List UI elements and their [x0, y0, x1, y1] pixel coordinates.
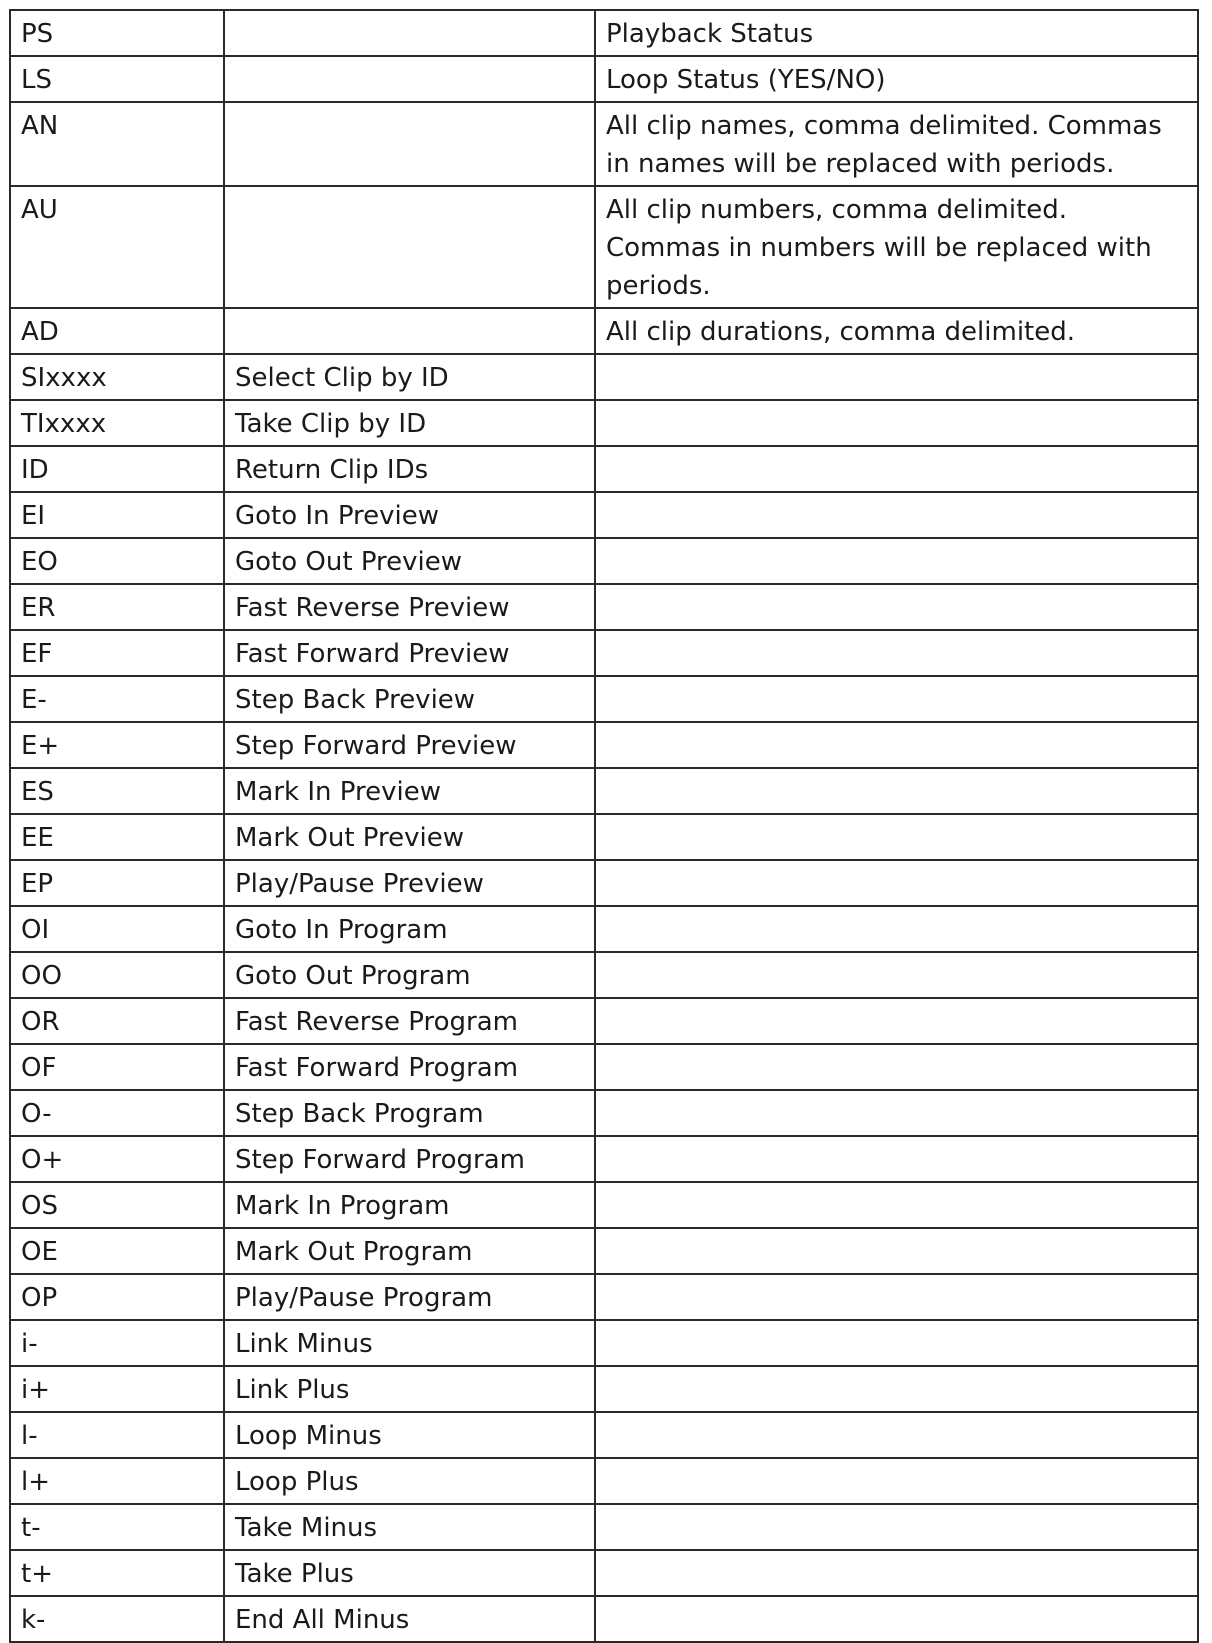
table-row: [10, 400, 1198, 446]
command-code-cell: i-: [10, 1320, 224, 1366]
command-description-cell: [595, 1366, 1198, 1412]
command-table-body: [10, 10, 1198, 1642]
command-description-cell: [595, 1136, 1198, 1182]
table-row: [10, 1412, 1198, 1458]
command-description-cell: [595, 1458, 1198, 1504]
command-name-cell: Play/Pause Preview: [224, 860, 595, 906]
command-name-cell: Fast Forward Program: [224, 1044, 595, 1090]
command-name-cell: Link Plus: [224, 1366, 595, 1412]
table-row: [10, 952, 1198, 998]
table-row: [10, 1274, 1198, 1320]
command-name-cell: Mark Out Preview: [224, 814, 595, 860]
command-description-cell: [595, 1504, 1198, 1550]
table-row: [10, 768, 1198, 814]
table-row: [10, 1090, 1198, 1136]
table-row: [10, 1044, 1198, 1090]
command-code-cell: SIxxxx: [10, 354, 224, 400]
command-name-cell: Mark In Program: [224, 1182, 595, 1228]
command-code-cell: ER: [10, 584, 224, 630]
command-name-cell: Fast Forward Preview: [224, 630, 595, 676]
table-row: [10, 676, 1198, 722]
command-name-cell: Goto In Preview: [224, 492, 595, 538]
table-row: [10, 860, 1198, 906]
command-description-cell: [595, 538, 1198, 584]
command-name-cell: Take Plus: [224, 1550, 595, 1596]
command-code-cell: l-: [10, 1412, 224, 1458]
command-description-cell: [595, 492, 1198, 538]
command-code-cell: E+: [10, 722, 224, 768]
command-name-cell: Take Clip by ID: [224, 400, 595, 446]
command-description-cell: [595, 814, 1198, 860]
command-description-cell: [595, 676, 1198, 722]
command-name-cell: Loop Minus: [224, 1412, 595, 1458]
table-row: [10, 308, 1198, 354]
command-description-cell: All clip names, comma delimited. Commas in names will be replaced with periods.: [595, 102, 1198, 186]
table-row: [10, 1458, 1198, 1504]
command-name-cell: Fast Reverse Program: [224, 998, 595, 1044]
command-description-cell: [595, 998, 1198, 1044]
command-name-cell: Goto Out Preview: [224, 538, 595, 584]
command-code-cell: i+: [10, 1366, 224, 1412]
command-description-cell: [595, 1044, 1198, 1090]
table-row: [10, 1320, 1198, 1366]
table-row: [10, 814, 1198, 860]
command-name-cell: Step Back Program: [224, 1090, 595, 1136]
table-row: [10, 538, 1198, 584]
command-description-cell: [595, 400, 1198, 446]
command-code-cell: PS: [10, 10, 224, 56]
command-name-cell: [224, 186, 595, 308]
table-row: [10, 186, 1198, 308]
command-code-cell: OI: [10, 906, 224, 952]
command-code-cell: ID: [10, 446, 224, 492]
command-name-cell: [224, 56, 595, 102]
command-name-cell: Take Minus: [224, 1504, 595, 1550]
command-name-cell: Fast Reverse Preview: [224, 584, 595, 630]
table-row: [10, 446, 1198, 492]
command-description-cell: [595, 1228, 1198, 1274]
command-name-cell: Play/Pause Program: [224, 1274, 595, 1320]
table-row: [10, 1550, 1198, 1596]
command-name-cell: End All Minus: [224, 1596, 595, 1642]
command-name-cell: Step Back Preview: [224, 676, 595, 722]
command-description-cell: [595, 722, 1198, 768]
command-code-cell: t-: [10, 1504, 224, 1550]
command-description-cell: All clip numbers, comma delimited. Commas in numbers will be replaced with periods.: [595, 186, 1198, 308]
table-row: [10, 102, 1198, 186]
command-description-cell: Playback Status: [595, 10, 1198, 56]
command-description-cell: [595, 1550, 1198, 1596]
command-code-cell: t+: [10, 1550, 224, 1596]
command-code-cell: l+: [10, 1458, 224, 1504]
table-row: [10, 630, 1198, 676]
command-code-cell: EF: [10, 630, 224, 676]
command-description-cell: [595, 768, 1198, 814]
table-row: [10, 1504, 1198, 1550]
table-row: [10, 722, 1198, 768]
command-code-cell: k-: [10, 1596, 224, 1642]
command-description-cell: [595, 1274, 1198, 1320]
command-description-cell: [595, 1090, 1198, 1136]
command-code-cell: EI: [10, 492, 224, 538]
command-code-cell: O+: [10, 1136, 224, 1182]
command-name-cell: Loop Plus: [224, 1458, 595, 1504]
command-table: [9, 9, 1199, 1643]
command-description-cell: Loop Status (YES/NO): [595, 56, 1198, 102]
command-description-cell: All clip durations, comma delimited.: [595, 308, 1198, 354]
table-row: [10, 1366, 1198, 1412]
command-code-cell: ES: [10, 768, 224, 814]
table-row: [10, 354, 1198, 400]
command-name-cell: Link Minus: [224, 1320, 595, 1366]
command-code-cell: EO: [10, 538, 224, 584]
table-row: [10, 10, 1198, 56]
command-description-cell: [595, 906, 1198, 952]
command-code-cell: OR: [10, 998, 224, 1044]
command-name-cell: Goto In Program: [224, 906, 595, 952]
command-code-cell: OS: [10, 1182, 224, 1228]
command-description-cell: [595, 584, 1198, 630]
command-description-cell: [595, 1320, 1198, 1366]
command-description-cell: [595, 446, 1198, 492]
table-row: [10, 998, 1198, 1044]
table-row: [10, 492, 1198, 538]
table-row: [10, 584, 1198, 630]
command-code-cell: OO: [10, 952, 224, 998]
command-code-cell: OF: [10, 1044, 224, 1090]
command-description-cell: [595, 1182, 1198, 1228]
command-description-cell: [595, 952, 1198, 998]
table-row: [10, 906, 1198, 952]
command-code-cell: OP: [10, 1274, 224, 1320]
command-description-cell: [595, 1596, 1198, 1642]
table-row: [10, 1228, 1198, 1274]
table-row: [10, 56, 1198, 102]
command-code-cell: E-: [10, 676, 224, 722]
command-description-cell: [595, 1412, 1198, 1458]
command-code-cell: LS: [10, 56, 224, 102]
command-code-cell: AN: [10, 102, 224, 186]
command-name-cell: Select Clip by ID: [224, 354, 595, 400]
command-name-cell: [224, 10, 595, 56]
command-name-cell: Return Clip IDs: [224, 446, 595, 492]
command-code-cell: O-: [10, 1090, 224, 1136]
command-name-cell: [224, 308, 595, 354]
command-code-cell: TIxxxx: [10, 400, 224, 446]
command-code-cell: AD: [10, 308, 224, 354]
command-name-cell: Step Forward Preview: [224, 722, 595, 768]
command-code-cell: OE: [10, 1228, 224, 1274]
command-description-cell: [595, 860, 1198, 906]
table-row: [10, 1136, 1198, 1182]
command-name-cell: Goto Out Program: [224, 952, 595, 998]
table-row: [10, 1596, 1198, 1642]
table-row: [10, 1182, 1198, 1228]
command-name-cell: Step Forward Program: [224, 1136, 595, 1182]
command-name-cell: Mark Out Program: [224, 1228, 595, 1274]
command-name-cell: Mark In Preview: [224, 768, 595, 814]
command-code-cell: EP: [10, 860, 224, 906]
command-description-cell: [595, 630, 1198, 676]
command-description-cell: [595, 354, 1198, 400]
command-code-cell: AU: [10, 186, 224, 308]
command-name-cell: [224, 102, 595, 186]
command-code-cell: EE: [10, 814, 224, 860]
